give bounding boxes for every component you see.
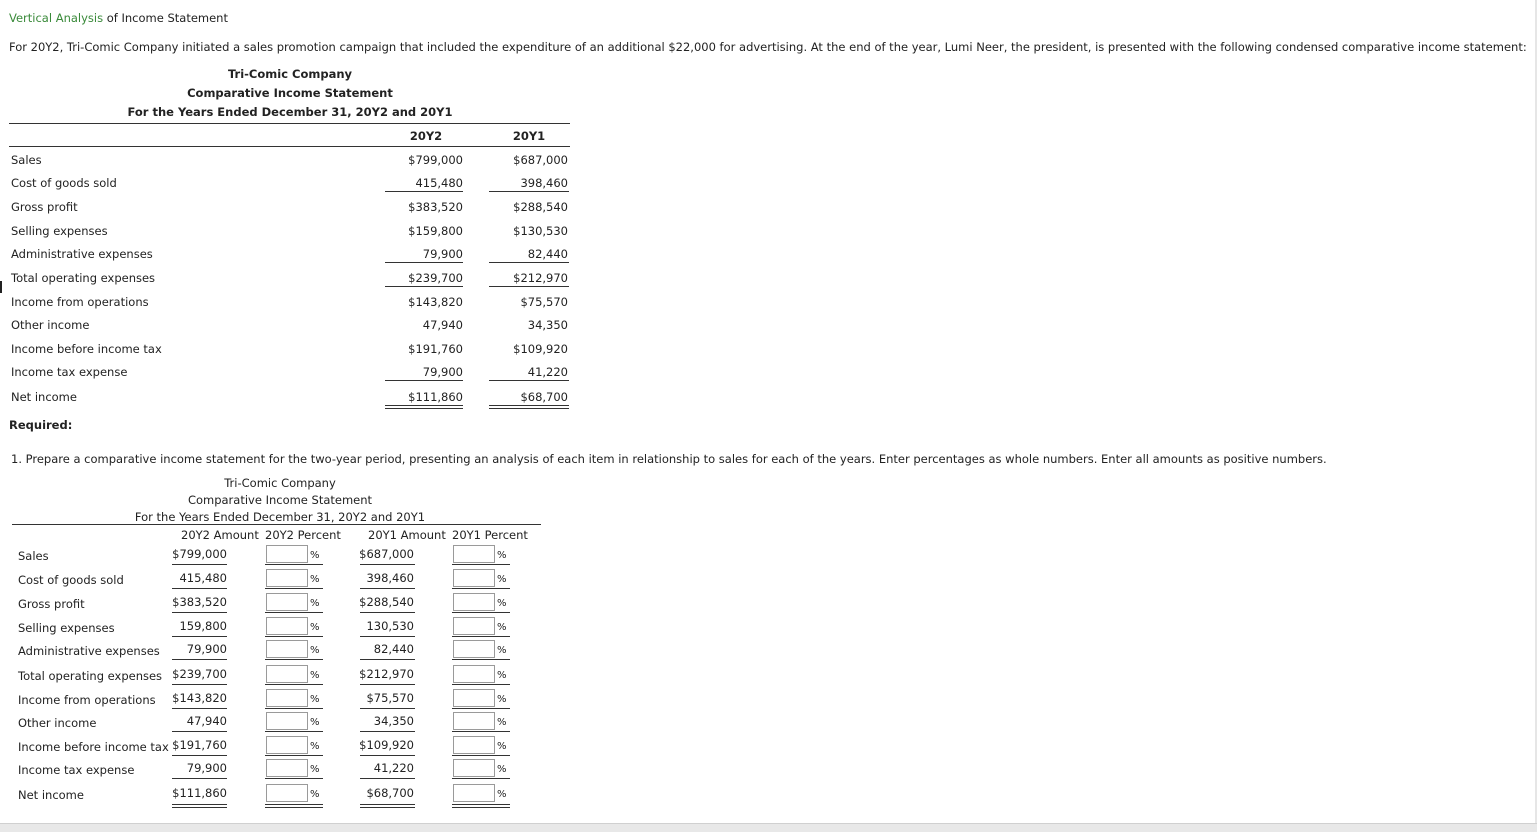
statement-row: [0, 224, 580, 242]
statement-row-20y1: 34,350: [527, 318, 568, 332]
worksheet-row: [0, 759, 560, 783]
worksheet-row: [0, 736, 560, 760]
statement-row: [0, 153, 580, 171]
worksheet-row-y2-amount: 415,480: [179, 571, 227, 585]
percent-input-20y2[interactable]: [266, 617, 308, 635]
statement-row-20y1: 41,220: [527, 365, 568, 379]
underline: [489, 286, 569, 287]
statement-row-20y2: $111,860: [408, 390, 463, 404]
underline: [265, 731, 323, 732]
percent-symbol: %: [310, 670, 320, 681]
statement-row-label: Total operating expenses: [11, 271, 156, 285]
underline: [452, 659, 510, 660]
underline: [489, 262, 569, 263]
worksheet-row-label: Selling expenses: [18, 621, 115, 635]
worksheet-row-y2-amount: $143,820: [172, 691, 227, 705]
percent-symbol: %: [497, 598, 507, 609]
statement-row-20y2: $799,000: [408, 153, 463, 167]
underline: [452, 588, 510, 589]
worksheet-row: [0, 617, 560, 641]
underline: [172, 588, 227, 589]
underline: [265, 564, 323, 565]
underline: [172, 612, 227, 613]
worksheet-row-label: Sales: [18, 549, 49, 563]
statement-row-20y1: $687,000: [513, 153, 568, 167]
underline: [360, 588, 415, 589]
worksheet-row-y2-amount: 159,800: [179, 619, 227, 633]
underline: [452, 684, 510, 685]
underline: [452, 564, 510, 565]
underline: [172, 636, 227, 637]
percent-symbol: %: [310, 598, 320, 609]
breadcrumb: [9, 11, 228, 25]
worksheet-row: [0, 665, 560, 689]
statement-row-20y2: $191,760: [408, 342, 463, 356]
underline: [452, 636, 510, 637]
worksheet-row-label: Administrative expenses: [18, 644, 160, 658]
worksheet-row-y2-amount: $799,000: [172, 547, 227, 561]
statement-row-20y2: 79,900: [422, 247, 463, 261]
worksheet-row-label: Income from operations: [18, 693, 156, 707]
underline: [360, 636, 415, 637]
underline: [172, 755, 227, 756]
double-underline: [265, 804, 323, 808]
underline: [385, 380, 463, 381]
worksheet-row-label: Income tax expense: [18, 763, 135, 777]
percent-symbol: %: [497, 741, 507, 752]
percent-symbol: %: [310, 574, 320, 585]
statement-row-label: Administrative expenses: [11, 247, 153, 261]
statement-row-label: Income tax expense: [11, 365, 128, 379]
underline: [265, 778, 323, 779]
statement-col-20y2: 20Y2: [409, 129, 443, 143]
percent-symbol: %: [497, 670, 507, 681]
percent-input-20y2[interactable]: [266, 569, 308, 587]
statement-row-20y1: $109,920: [513, 342, 568, 356]
percent-symbol: %: [497, 717, 507, 728]
underline: [385, 262, 463, 263]
statement-period: For the Years Ended December 31, 20Y2 and 20Y1: [127, 105, 453, 119]
statement-row-label: Selling expenses: [11, 224, 108, 238]
statement-row: [0, 200, 580, 218]
percent-symbol: %: [310, 764, 320, 775]
worksheet-row-y1-amount: $75,570: [366, 691, 414, 705]
underline: [172, 564, 227, 565]
underline: [360, 684, 415, 685]
worksheet-row: [0, 569, 560, 593]
statement-row-20y1: 398,460: [520, 176, 568, 190]
worksheet-row-y2-amount: 47,940: [186, 714, 227, 728]
percent-input-20y1[interactable]: [453, 759, 495, 777]
statement-row: [0, 318, 580, 336]
statement-row-20y1: $130,530: [513, 224, 568, 238]
underline: [452, 612, 510, 613]
underline: [360, 755, 415, 756]
underline: [385, 191, 463, 192]
percent-input-20y2[interactable]: [266, 689, 308, 707]
statement-row-label: Other income: [11, 318, 90, 332]
worksheet-row-y2-amount: $191,760: [172, 738, 227, 752]
statement-row-label: Gross profit: [11, 200, 78, 214]
underline: [452, 778, 510, 779]
percent-input-20y2[interactable]: [266, 736, 308, 754]
worksheet-row-y1-amount: $212,970: [359, 667, 414, 681]
statement-row-20y2: $143,820: [408, 295, 463, 309]
worksheet-row-label: Income before income tax: [18, 740, 169, 754]
worksheet-title: Comparative Income Statement: [187, 493, 373, 507]
statement-row: [0, 295, 580, 313]
worksheet-row-y1-amount: $687,000: [359, 547, 414, 561]
underline: [360, 659, 415, 660]
statement-row: [0, 342, 580, 360]
underline: [452, 708, 510, 709]
double-underline: [360, 804, 415, 808]
percent-input-20y2[interactable]: [266, 759, 308, 777]
underline: [265, 755, 323, 756]
worksheet-row-label: Cost of goods sold: [18, 573, 124, 587]
statement-row-label: Cost of goods sold: [11, 176, 117, 190]
statement-row-20y2: $383,520: [408, 200, 463, 214]
statement-row-20y1: 82,440: [527, 247, 568, 261]
percent-symbol: %: [310, 789, 320, 800]
percent-input-20y1[interactable]: [453, 712, 495, 730]
underline: [172, 684, 227, 685]
worksheet-row-y1-amount: $288,540: [359, 595, 414, 609]
underline: [172, 708, 227, 709]
worksheet-company: Tri-Comic Company: [224, 476, 336, 490]
percent-symbol: %: [497, 574, 507, 585]
worksheet-row-y2-amount: 79,900: [186, 642, 227, 656]
statement-row-label: Income from operations: [11, 295, 149, 309]
underline: [452, 731, 510, 732]
underline: [360, 612, 415, 613]
underline: [265, 636, 323, 637]
worksheet-row: [0, 593, 560, 617]
underline: [452, 755, 510, 756]
underline: [172, 659, 227, 660]
worksheet-row-y1-amount: $109,920: [359, 738, 414, 752]
underline: [265, 588, 323, 589]
worksheet-row: [0, 712, 560, 736]
percent-symbol: %: [310, 622, 320, 633]
percent-input-20y2[interactable]: [266, 640, 308, 658]
underline: [360, 708, 415, 709]
underline: [385, 286, 463, 287]
worksheet-row-label: Gross profit: [18, 597, 85, 611]
percent-input-20y1[interactable]: [453, 784, 495, 802]
breadcrumb-link[interactable]: Vertical Analysis: [9, 11, 104, 25]
worksheet-col-y1-percent: 20Y1 Percent: [452, 528, 528, 542]
double-underline: [489, 405, 569, 409]
worksheet-row-y1-amount: $68,700: [366, 786, 414, 800]
worksheet-row-label: Other income: [18, 716, 97, 730]
statement-row-label: Income before income tax: [11, 342, 162, 356]
percent-input-20y1[interactable]: [453, 569, 495, 587]
percent-input-20y1[interactable]: [453, 545, 495, 563]
worksheet-row-y1-amount: 398,460: [366, 571, 414, 585]
worksheet-col-y2-amount: 20Y2 Amount: [181, 528, 259, 542]
worksheet-row-y1-amount: 41,220: [373, 761, 414, 775]
percent-symbol: %: [497, 550, 507, 561]
percent-symbol: %: [310, 645, 320, 656]
double-underline: [452, 804, 510, 808]
worksheet-row-y2-amount: $239,700: [172, 667, 227, 681]
worksheet-col-y1-amount: 20Y1 Amount: [368, 528, 446, 542]
underline: [360, 778, 415, 779]
percent-symbol: %: [310, 717, 320, 728]
percent-symbol: %: [310, 741, 320, 752]
worksheet-row-label: Total operating expenses: [18, 669, 163, 683]
intro-text: For 20Y2, Tri-Comic Company initiated a sales promotion campaign that included the expenditure of an additional $22,000 for advertising. At the end of the year, Lumi Neer, the president, is presented with the following condensed comparative income statement:: [9, 40, 1527, 54]
worksheet-row: [0, 689, 560, 713]
worksheet-row-y2-amount: $383,520: [172, 595, 227, 609]
underline: [489, 191, 569, 192]
statement-row-20y1: $288,540: [513, 200, 568, 214]
statement-top-rule: [9, 123, 570, 124]
underline: [172, 731, 227, 732]
percent-input-20y1[interactable]: [453, 617, 495, 635]
percent-symbol: %: [310, 550, 320, 561]
underline: [265, 708, 323, 709]
worksheet-row: [0, 640, 560, 664]
statement-row-20y2: $239,700: [408, 271, 463, 285]
percent-input-20y1[interactable]: [453, 736, 495, 754]
percent-input-20y2[interactable]: [266, 712, 308, 730]
worksheet-col-y2-percent: 20Y2 Percent: [265, 528, 341, 542]
percent-input-20y1[interactable]: [453, 640, 495, 658]
underline: [265, 659, 323, 660]
statement-row-20y2: $159,800: [408, 224, 463, 238]
percent-symbol: %: [497, 622, 507, 633]
statement-col-20y1: 20Y1: [512, 129, 546, 143]
instruction-text: 1. Prepare a comparative income statement for the two-year period, presenting an analysis of each item in relationship to sales for each of the years. Enter percentages as whole numbers. Enter all amounts as positive numbers.: [11, 452, 1327, 466]
worksheet-top-rule: [12, 524, 541, 525]
statement-row-label: Net income: [11, 390, 77, 404]
underline: [265, 612, 323, 613]
percent-symbol: %: [497, 789, 507, 800]
underline: [360, 564, 415, 565]
worksheet-row-y1-amount: 82,440: [373, 642, 414, 656]
percent-input-20y2[interactable]: [266, 784, 308, 802]
statement-row-20y1: $68,700: [520, 390, 568, 404]
percent-symbol: %: [497, 764, 507, 775]
percent-symbol: %: [497, 694, 507, 705]
worksheet-row-y2-amount: 79,900: [186, 761, 227, 775]
required-heading: Required:: [9, 418, 73, 432]
percent-input-20y1[interactable]: [453, 689, 495, 707]
statement-company: Tri-Comic Company: [227, 67, 353, 81]
worksheet-row-y1-amount: 34,350: [373, 714, 414, 728]
underline: [360, 731, 415, 732]
percent-symbol: %: [310, 694, 320, 705]
percent-input-20y2[interactable]: [266, 593, 308, 611]
statement-row-20y1: $75,570: [520, 295, 568, 309]
percent-input-20y1[interactable]: [453, 665, 495, 683]
statement-row-20y2: 47,940: [422, 318, 463, 332]
worksheet-row-y2-amount: $111,860: [172, 786, 227, 800]
percent-symbol: %: [497, 645, 507, 656]
percent-input-20y2[interactable]: [266, 545, 308, 563]
percent-input-20y2[interactable]: [266, 665, 308, 683]
statement-header-rule: [9, 146, 570, 147]
worksheet-row: [0, 545, 560, 569]
underline: [489, 380, 569, 381]
statement-row-20y2: 79,900: [422, 365, 463, 379]
underline: [265, 684, 323, 685]
statement-row-20y1: $212,970: [513, 271, 568, 285]
worksheet-row-y1-amount: 130,530: [366, 619, 414, 633]
statement-row-20y2: 415,480: [415, 176, 463, 190]
worksheet-period: For the Years Ended December 31, 20Y2 and 20Y1: [134, 510, 426, 524]
double-underline: [172, 804, 227, 808]
underline: [172, 778, 227, 779]
double-underline: [385, 405, 463, 409]
worksheet-row-label: Net income: [18, 788, 84, 802]
statement-title: Comparative Income Statement: [187, 86, 393, 100]
percent-input-20y1[interactable]: [453, 593, 495, 611]
breadcrumb-title: of Income Statement: [103, 11, 228, 25]
statement-row-label: Sales: [11, 153, 42, 167]
